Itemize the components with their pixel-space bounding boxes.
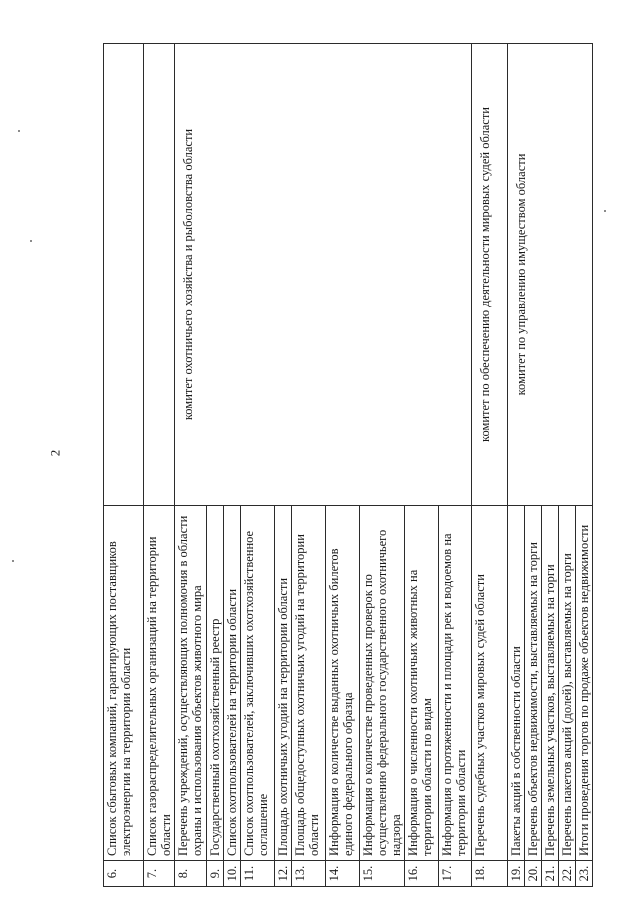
row-number: 15. [360,861,405,887]
row-number: 9. [207,861,224,887]
row-number: 16. [405,861,439,887]
row-text: Перечень земельных участков, выставляемых на торги [542,506,559,861]
row-number: 18. [472,861,508,887]
row-text: Перечень пакетов акций (долей), выставляемых на торги [559,506,576,861]
row-number: 8. [175,861,207,887]
table-row [472,44,508,887]
scan-speck [12,560,14,562]
row-text: Пакеты акций в собственности области [508,506,525,861]
row-number: 13. [292,861,326,887]
row-text: Площадь охотничьих угодий на территории области [275,506,292,861]
page-number: 2 [47,449,63,457]
row-text: Информация о количестве выданных охотничьих билетов единого федерального образца [326,506,360,861]
row-number: 6. [104,861,144,887]
row-text: Информация о численности охотничьих животных на территории области по видам [405,506,439,861]
row-number: 17. [439,861,472,887]
table-row [104,44,144,887]
responsible-hunting: комитет охотничьего хозяйства и рыболовства области [175,44,472,506]
row-text: Площадь общедоступных охотничьих угодий на территории области [292,506,326,861]
scan-speck [30,240,32,242]
row-text: Итоги проведения торгов по продаже объектов недвижимости [576,506,593,861]
row-number: 19. [508,861,525,887]
row-number: 11. [241,861,275,887]
row-number: 23. [576,861,593,887]
scan-speck [604,210,606,212]
responsible-property: комитет по управлению имуществом области [508,44,593,506]
row-number: 20. [525,861,542,887]
responsible-empty [104,44,144,506]
table-row [144,44,175,887]
row-text: Список сбытовых компаний, гарантирующих поставщиков электроэнергии на территории области [104,506,144,861]
row-text: Перечень учреждений, осуществляющих полномочия в области охраны и использования объектов животного мира [175,506,207,861]
responsible-empty [144,44,175,506]
scan-speck [18,130,20,132]
responsible-judges: комитет по обеспечению деятельности мировых судей области [472,44,508,506]
row-number: 7. [144,861,175,887]
row-number: 22. [559,861,576,887]
row-number: 21. [542,861,559,887]
row-text: Список охотпользователей на территории области [224,506,241,861]
table-row [175,44,207,887]
row-text: Список охотпользователей, заключивших охотхозяйственное соглашение [241,506,275,861]
row-number: 10. [224,861,241,887]
row-text: Государственный охотхозяйственный реестр [207,506,224,861]
data-table [103,43,593,887]
row-text: Информация о протяженности и площади рек и водоемов на территории области [439,506,472,861]
table-row [508,44,525,887]
row-text: Список газораспределительных организаций на территории области [144,506,175,861]
row-text: Информация о количестве проведенных проверок по осуществлению федерального государственного охотничьего надзора [360,506,405,861]
row-number: 12. [275,861,292,887]
row-number: 14. [326,861,360,887]
row-text: Перечень судебных участков мировых судей области [472,506,508,861]
rotated-table-wrapper [103,44,608,887]
row-text: Перечень объектов недвижимости, выставляемых на торги [525,506,542,861]
